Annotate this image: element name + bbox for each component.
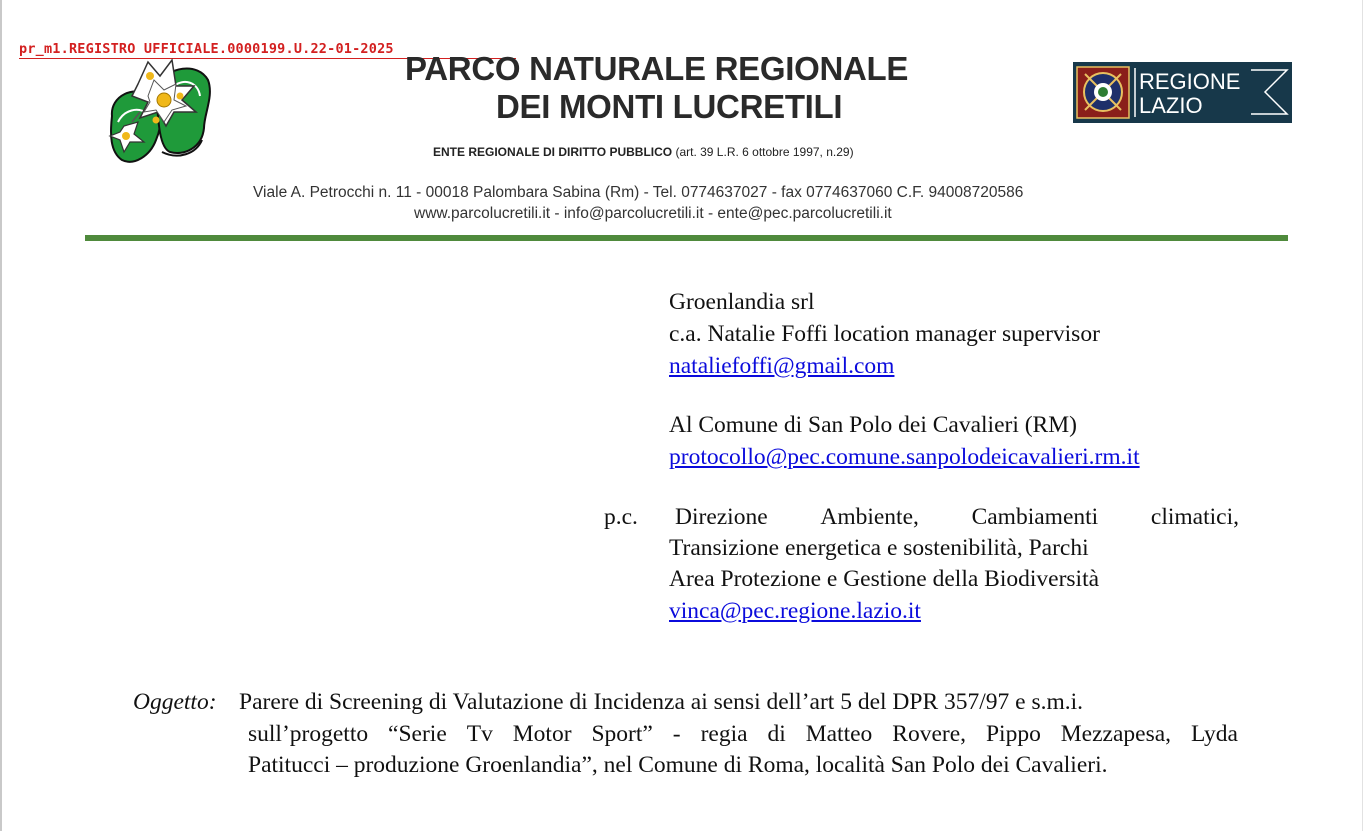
subject-line1: Parere di Screening di Valutazione di Incidenza ai sensi dell’art 5 del DPR 357/97 e s.m.i. — [239, 689, 1084, 715]
header-title-line2: DEI MONTI LUCRETILI — [496, 88, 843, 125]
header-subtitle — [433, 145, 854, 159]
subject-word: Sport” — [591, 721, 653, 747]
subject-word: di — [767, 721, 786, 747]
pc-line1-word: Direzione — [675, 504, 768, 530]
regione-lazio-logo — [1073, 62, 1292, 123]
recipient1-attention: c.a. Natalie Foffi location manager supervisor — [669, 321, 1100, 347]
subject-label: Oggetto: — [133, 689, 217, 715]
header-address-line2: www.parcolucretili.it - info@parcolucretili.it - ente@pec.parcolucretili.it — [414, 205, 892, 222]
subject-word: Rovere, — [892, 721, 967, 747]
header-address-line1: Viale A. Petrocchi n. 11 - 00018 Palombara Sabina (Rm) - Tel. 0774637027 - fax 0774637060 C.F. 94008720586 — [253, 184, 1024, 201]
subject-line2 — [248, 721, 1238, 748]
header-green-rule — [85, 235, 1288, 241]
subject-word: sull’progetto — [248, 721, 369, 747]
subject-word: Lyda — [1190, 721, 1238, 747]
subject-word: “Serie — [388, 721, 447, 747]
regione-logo-text1: REGIONE — [1139, 69, 1241, 94]
subject-word: Matteo — [805, 721, 873, 747]
subject-line3: Patitucci – produzione Groenlandia”, nel Comune di Roma, località San Polo dei Cavalieri. — [248, 752, 1108, 778]
recipient1-email-link[interactable]: nataliefoffi@gmail.com — [669, 353, 895, 379]
subject-word: - — [672, 721, 681, 747]
pc-line3: Area Protezione e Gestione della Biodiversità — [669, 566, 1100, 592]
recipient2-email-link[interactable]: protocollo@pec.comune.sanpolodeicavalieri.rm.it — [669, 444, 1140, 470]
pc-line1-word: climatici, — [1150, 504, 1239, 530]
page-edge-right — [1362, 0, 1363, 831]
subject-word: Pippo — [985, 721, 1041, 747]
page-edge-left — [0, 0, 2, 831]
subtitle-rest: (art. 39 L.R. 6 ottobre 1997, n.29) — [672, 145, 854, 159]
subject-word: Mezzapesa, — [1060, 721, 1172, 747]
subtitle-bold: ENTE REGIONALE DI DIRITTO PUBBLICO — [433, 145, 673, 159]
recipient1-name: Groenlandia srl — [669, 289, 815, 315]
pc-email-link[interactable]: vinca@pec.regione.lazio.it — [669, 598, 921, 624]
header-title-line1: PARCO NATURALE REGIONALE — [405, 50, 909, 87]
subject-word: Tv — [466, 721, 493, 747]
pc-line1-word: Cambiamenti — [971, 504, 1099, 530]
pc-label: p.c. — [604, 504, 638, 530]
pc-line1 — [675, 504, 1239, 531]
pc-line1-word: Ambiente, — [820, 504, 919, 530]
park-logo-icon — [104, 56, 212, 168]
protocol-stamp: pr_m1.REGISTRO UFFICIALE.0000199.U.22-01-2025 — [19, 41, 394, 57]
regione-logo-text2: LAZIO — [1139, 93, 1203, 118]
recipient2-name: Al Comune di San Polo dei Cavalieri (RM) — [669, 412, 1077, 438]
subject-word: regia — [700, 721, 748, 747]
subject-word: Motor — [512, 721, 572, 747]
pc-line2: Transizione energetica e sostenibilità, Parchi — [669, 535, 1089, 561]
